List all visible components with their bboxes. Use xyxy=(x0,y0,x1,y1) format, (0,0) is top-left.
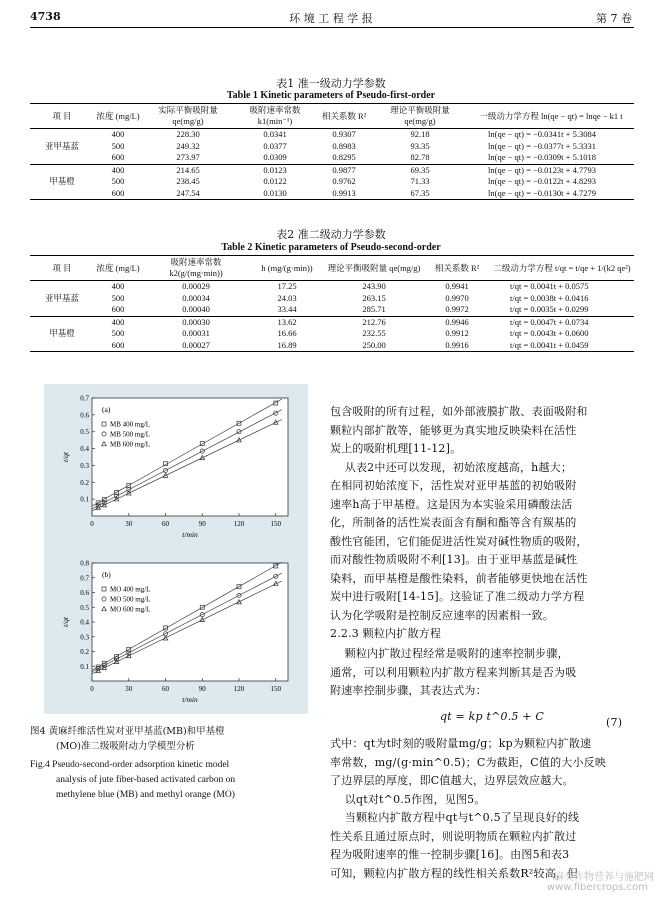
text-line: 从表2中还可以发现，初始浓度越高，h越大； xyxy=(330,460,573,474)
group-name: 甲基橙 xyxy=(49,176,75,186)
x-tick-label: 150 xyxy=(270,685,281,693)
table-cell: 93.35 xyxy=(410,140,430,151)
table-cell: 17.25 xyxy=(250,281,324,293)
table-cell: 0.9946 xyxy=(424,316,490,328)
equation-cell: ln(qe − qt) = −0.0341t + 5.3084 xyxy=(468,129,634,141)
x-tick-label: 60 xyxy=(162,685,169,693)
text-line: 认为化学吸附是控制反应速率的因素相一致。 xyxy=(330,608,554,622)
chart-panel-a xyxy=(44,384,308,549)
table-row xyxy=(30,304,634,316)
table1-header: 相关系数 R² xyxy=(316,104,372,129)
table-cell: 0.0309 xyxy=(263,152,287,162)
table1-header: 实际平衡吸附量 qe(mg/g) xyxy=(142,104,234,129)
table-cell: 500 xyxy=(111,176,125,186)
table-cell: 0.00034 xyxy=(182,292,210,303)
table-cell: 400 xyxy=(94,164,142,176)
table-cell: 0.0130 xyxy=(234,188,316,200)
table2-header: 理论平衡吸附量 qe(mg/g) xyxy=(324,256,424,281)
text-line: 而对酸性物质吸附不利[13]。由于亚甲基蓝是碱性 xyxy=(330,553,578,566)
table-cell: 0.9877 xyxy=(316,164,372,176)
group-name xyxy=(30,164,94,176)
y-axis-label: t/qt xyxy=(61,451,70,463)
table-cell: 71.33 xyxy=(410,176,430,186)
text-line: 了边界层的厚度，即C值越大，边界层效应越大。 xyxy=(330,774,574,787)
y-tick-label: 0.4 xyxy=(80,618,89,627)
table-cell: 0.0123 xyxy=(234,164,316,176)
y-tick-label: 0.2 xyxy=(80,478,89,487)
table2-header: 吸附速率常数 k2(g/(mg·min)) xyxy=(142,256,250,281)
y-tick-label: 0.4 xyxy=(80,445,89,454)
panel-label: (b) xyxy=(102,570,111,579)
y-tick-label: 0.2 xyxy=(80,648,89,656)
table-cell: 249.32 xyxy=(176,140,200,151)
text-line: 式中：qt为t时刻的吸附量mg/g；kp为颗粒内扩散速 xyxy=(330,737,592,750)
table-cell: 0.00040 xyxy=(182,304,210,314)
table-cell: 0.9912 xyxy=(445,328,469,338)
table-cell: 0.8983 xyxy=(332,140,356,151)
y-tick-label: 0.1 xyxy=(80,662,89,671)
x-tick-label: 120 xyxy=(233,685,245,693)
table2 xyxy=(30,255,634,352)
text-line: 在相同初始浓度下，活性炭对亚甲基蓝的初始吸附 xyxy=(330,479,577,492)
table1-header: 理论平衡吸附量 qe(mg/g) xyxy=(372,104,468,129)
text-line: 当颗粒内扩散方程中qt与t^0.5了呈现良好的线 xyxy=(330,811,580,824)
body-text-right-2 xyxy=(330,645,635,701)
table-cell: 238.45 xyxy=(176,176,200,186)
plot-area xyxy=(92,563,288,681)
table-row xyxy=(30,188,634,200)
table-cell: 0.00027 xyxy=(142,340,250,352)
table-cell: 273.97 xyxy=(176,152,200,162)
table-cell: 16.66 xyxy=(277,328,297,338)
table-cell: 67.35 xyxy=(372,188,468,200)
panel-label: (a) xyxy=(102,405,111,414)
group-name: 甲基橙 xyxy=(49,328,75,338)
table2-header: 二级动力学方程 t/qt = t/qe + 1/(k2 qe²) xyxy=(490,256,634,281)
y-tick-label: 0.3 xyxy=(80,633,89,642)
figure-caption-en-3: methylene blue (MB) and methyl orange (MO) xyxy=(56,790,235,800)
x-tick-label: 30 xyxy=(125,520,133,528)
table-cell: 400 xyxy=(94,281,142,293)
table1-header: 吸附速率常数 k1(min⁻¹) xyxy=(234,104,316,129)
plot-area xyxy=(92,398,288,516)
table2-caption-en: Table 2 Kinetic parameters of Pseudo-second-order xyxy=(221,242,441,253)
table-cell: 92.18 xyxy=(372,129,468,141)
table-cell: 0.9970 xyxy=(445,292,469,303)
table-cell: 69.35 xyxy=(372,164,468,176)
table-cell: 247.54 xyxy=(142,188,234,200)
text-line: 以qt对t^0.5作图，见图5。 xyxy=(330,792,486,806)
table-cell: 600 xyxy=(111,304,125,314)
table2-header: 项 目 xyxy=(30,256,94,281)
figure-4 xyxy=(44,384,308,714)
table-row xyxy=(30,340,634,352)
x-tick-label: 90 xyxy=(198,685,206,693)
table-cell: 243.90 xyxy=(324,281,424,293)
y-axis-label: t/qt xyxy=(61,616,70,628)
table-cell: 0.00031 xyxy=(182,328,210,338)
group-name xyxy=(30,281,94,293)
table-row xyxy=(30,176,634,188)
text-line: 染料，而甲基橙是酸性染料，前者能够更快地在活性 xyxy=(330,571,588,585)
table-cell: 0.9972 xyxy=(445,304,469,314)
table-cell: 400 xyxy=(94,316,142,328)
text-line: 酸性官能团，它们能促进活性炭对碱性物质的吸附， xyxy=(330,534,588,548)
group-name xyxy=(30,129,94,141)
table-cell: 0.9762 xyxy=(332,176,356,186)
table-cell: 0.00029 xyxy=(142,281,250,293)
text-line: 性关系且通过原点时，则说明物质在颗粒内扩散过 xyxy=(330,829,577,843)
x-tick-label: 90 xyxy=(198,520,206,528)
table-cell: 600 xyxy=(94,340,142,352)
figure-caption-en-2: analysis of jute fiber-based activated carbon on xyxy=(56,775,236,785)
table-row xyxy=(30,152,634,164)
group-name xyxy=(30,340,94,352)
group-name xyxy=(30,188,94,200)
table-cell: 24.03 xyxy=(277,292,297,303)
equation-cell: ln(qe − qt) = −0.0377t + 5.3331 xyxy=(488,140,596,151)
legend-label: MB 400 mg/L xyxy=(110,420,151,429)
table-cell: 0.00030 xyxy=(142,316,250,328)
group-name xyxy=(30,304,94,316)
equation-cell: ln(qe − qt) = −0.0122t + 4.8293 xyxy=(488,176,596,186)
table-cell: 214.65 xyxy=(142,164,234,176)
equation-cell: ln(qe − qt) = −0.0123t + 4.7793 xyxy=(468,164,634,176)
table-cell: 263.15 xyxy=(362,292,386,303)
x-tick-label: 120 xyxy=(233,520,245,528)
text-line: 速率h高于甲基橙。这是因为本实验采用磷酸法活 xyxy=(330,497,573,511)
table-row xyxy=(30,293,634,305)
table-row xyxy=(30,164,634,176)
table-cell: 0.9307 xyxy=(316,129,372,141)
table2-header: h (mg/(g·min)) xyxy=(250,256,324,281)
equation-number: (7) xyxy=(606,716,623,729)
text-line: 通常，可以利用颗粒内扩散方程来判断其是否为吸 xyxy=(330,665,577,679)
y-tick-label: 0.6 xyxy=(80,411,89,420)
text-line: 化，所制备的活性炭表面含有酮和酯等含有羰基的 xyxy=(330,516,577,529)
table-row xyxy=(30,141,634,153)
x-tick-label: 0 xyxy=(90,520,94,528)
table1-header: 浓度 (mg/L) xyxy=(94,104,142,129)
equation-cell: t/qt = 0.0041t + 0.0575 xyxy=(490,281,634,293)
table-cell: 0.0377 xyxy=(263,140,287,151)
table-cell: 600 xyxy=(111,152,125,162)
equation-cell: t/qt = 0.0043t + 0.0600 xyxy=(510,328,589,338)
table-row xyxy=(30,281,634,293)
text-line: 附速率控制步骤，其表达式为： xyxy=(330,684,487,697)
table-cell: 0.0122 xyxy=(263,176,287,186)
text-line: 可知，颗粒内扩散方程的线性相关系数R²较高，但 xyxy=(330,866,579,880)
x-tick-label: 30 xyxy=(125,685,133,693)
y-tick-label: 0.5 xyxy=(80,603,89,612)
table2-caption-cn: 表2 准二级动力学参数 xyxy=(276,228,386,241)
page-number: 4738 xyxy=(30,10,61,23)
table-cell: 82.78 xyxy=(410,152,430,162)
text-line: 炭上的吸附机理[11-12]。 xyxy=(330,442,462,455)
figure-caption-en-1: Fig.4 Pseudo-second-order adsorption kinetic model xyxy=(30,760,230,770)
table1-header: 项 目 xyxy=(30,104,94,129)
table-cell: 0.9941 xyxy=(424,281,490,293)
table-cell: 0.9913 xyxy=(316,188,372,200)
x-axis-label: t/min xyxy=(182,530,198,539)
table-cell: 0.9916 xyxy=(424,340,490,352)
table2-header: 浓度 (mg/L) xyxy=(94,256,142,281)
text-line: 颗粒内部扩散等，能够更为真实地反映染料在活性 xyxy=(330,423,577,437)
table-cell: 16.89 xyxy=(250,340,324,352)
table-cell: 500 xyxy=(111,140,125,151)
table-row xyxy=(30,316,634,328)
equation-cell: t/qt = 0.0047t + 0.0734 xyxy=(490,316,634,328)
table-cell: 232.55 xyxy=(362,328,386,338)
equation-cell: t/qt = 0.0041t + 0.0459 xyxy=(490,340,634,352)
group-name xyxy=(30,152,94,164)
y-tick-label: 0.1 xyxy=(80,495,89,504)
x-tick-label: 60 xyxy=(162,520,169,528)
table-cell: 285.71 xyxy=(362,304,386,314)
text-line: 包含吸附的所有过程，如外部液膜扩散、表面吸附和 xyxy=(330,405,588,418)
table2-header: 相关系数 R² xyxy=(424,256,490,281)
table-cell: 33.44 xyxy=(277,304,297,314)
table1-caption-en: Table 1 Kinetic parameters of Pseudo-first-order xyxy=(226,90,436,101)
table-row xyxy=(30,328,634,340)
y-tick-label: 0.7 xyxy=(80,394,89,403)
text-line: 程为吸附速率的惟一控制步骤[16]。由图5和表3 xyxy=(330,848,570,861)
equation-cell: ln(qe − qt) = −0.0309t + 5.1018 xyxy=(488,152,596,162)
table-cell: 500 xyxy=(111,292,125,303)
group-name: 亚甲基蓝 xyxy=(44,140,79,151)
x-axis-label: t/min xyxy=(182,695,198,704)
table-row xyxy=(30,129,634,141)
y-tick-label: 0.8 xyxy=(80,559,89,568)
table1-caption-cn: 表1 准一级动力学参数 xyxy=(276,77,386,90)
y-tick-label: 0.6 xyxy=(80,589,89,597)
equation-cell: t/qt = 0.0038t + 0.0416 xyxy=(510,292,589,303)
table-cell: 212.76 xyxy=(324,316,424,328)
table1 xyxy=(30,103,634,200)
legend-label: MO 500 mg/L xyxy=(110,595,151,604)
y-tick-label: 0.3 xyxy=(80,461,89,470)
table-cell: 500 xyxy=(111,328,125,338)
chart-panel-b xyxy=(44,549,308,714)
table1-header: 一级动力学方程 ln(qe − qt) = lnqe − k1 t xyxy=(468,104,634,129)
text-line: 颗粒内扩散过程经常是吸附的速率控制步骤， xyxy=(330,647,569,660)
text-line: 率常数，mg/(g·min^0.5)；C为截距，C值的大小反映 xyxy=(330,755,607,769)
x-tick-label: 0 xyxy=(90,685,94,693)
watermark-cn: 麻类作物营养与施肥网 xyxy=(554,872,654,883)
legend-label: MO 600 mg/L xyxy=(110,605,151,614)
body-text-bottom xyxy=(330,735,635,883)
equation-cell: t/qt = 0.0035t + 0.0299 xyxy=(510,304,589,314)
legend-label: MB 600 mg/L xyxy=(110,440,151,449)
header-rule xyxy=(30,27,634,28)
equation-cell: ln(qe − qt) = −0.0130t + 4.7279 xyxy=(468,188,634,200)
table-cell: 0.8295 xyxy=(332,152,356,162)
table-cell: 600 xyxy=(94,188,142,200)
table-cell: 400 xyxy=(94,129,142,141)
equation-7: qt = kp t^0.5 + C xyxy=(440,710,545,723)
table-cell: 228.30 xyxy=(142,129,234,141)
legend-label: MB 500 mg/L xyxy=(110,430,151,439)
figure-caption-cn-1: 图4 黄麻纤维活性炭对亚甲基蓝(MB)和甲基橙 xyxy=(30,726,225,737)
group-name: 亚甲基蓝 xyxy=(44,292,79,303)
x-tick-label: 150 xyxy=(270,520,281,528)
figure-caption-cn-2: (MO)准二级吸附动力学模型分析 xyxy=(56,741,195,752)
legend-label: MO 400 mg/L xyxy=(110,585,151,594)
volume-label: 第 7 卷 xyxy=(596,12,632,25)
y-tick-label: 0.7 xyxy=(80,574,89,583)
text-line: 炭中进行吸附[14-15]。这验证了准二级动力学方程 xyxy=(330,590,585,603)
table-cell: 250.00 xyxy=(324,340,424,352)
journal-title: 环 境 工 程 学 报 xyxy=(289,12,373,25)
table-cell: 0.0341 xyxy=(234,129,316,141)
group-name xyxy=(30,316,94,328)
y-tick-label: 0.5 xyxy=(80,428,89,437)
section-heading: 2.2.3 颗粒内扩散方程 xyxy=(330,627,442,640)
table-cell: 13.62 xyxy=(250,316,324,328)
body-text-right xyxy=(330,403,635,625)
watermark-url: www.fibercrops.com xyxy=(546,882,648,893)
